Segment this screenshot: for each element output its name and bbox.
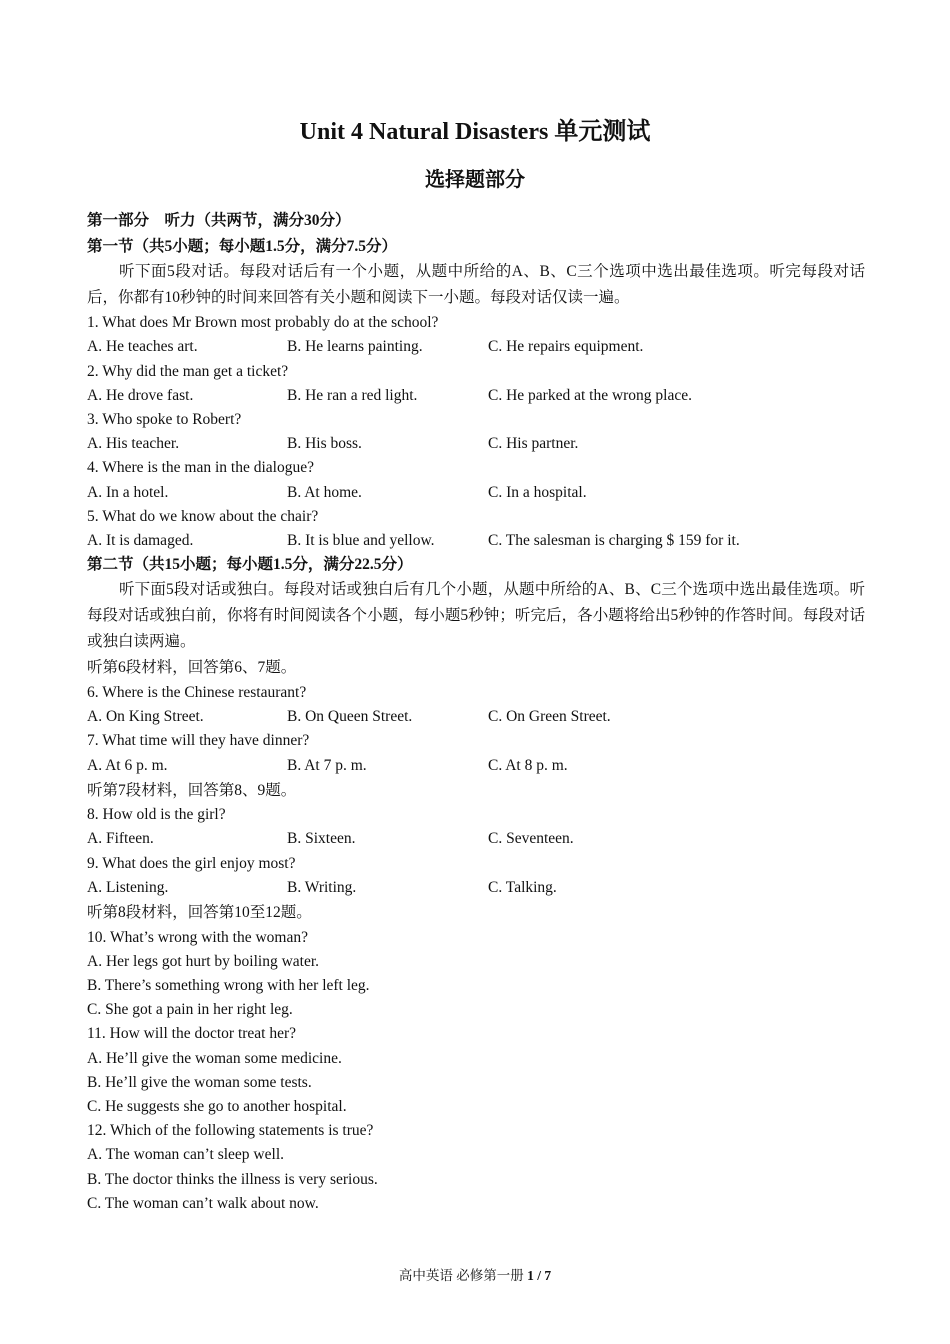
page-number: 1 / 7 (527, 1268, 552, 1283)
option-b: B. At 7 p. m. (287, 756, 367, 774)
question-block (87, 803, 865, 851)
option-a: A. It is damaged. (87, 532, 194, 550)
option-b: B. He’ll give the woman some tests. (87, 1073, 312, 1091)
question-text: 10. What’s wrong with the woman? (87, 928, 308, 946)
option-row (87, 432, 865, 456)
question-text: 2. Why did the man get a ticket? (87, 362, 289, 380)
question-block (87, 1022, 865, 1119)
question-text: 3. Who spoke to Robert? (87, 411, 242, 429)
option-row (87, 827, 865, 851)
option-row (87, 705, 865, 729)
option-c: C. Talking. (488, 878, 557, 896)
option-row (87, 335, 865, 359)
question-block (87, 311, 865, 359)
footer-label: 高中英语 必修第一册 (398, 1268, 528, 1283)
option-row (87, 529, 865, 553)
option-c: C. The salesman is charging $ 159 for it. (488, 532, 740, 550)
question-text: 11. How will the doctor treat her? (87, 1025, 297, 1043)
question-text: 6. Where is the Chinese restaurant? (87, 683, 307, 701)
option-c: C. He parked at the wrong place. (488, 386, 693, 404)
document-subtitle: 选择题部分 (425, 169, 525, 191)
option-a: A. His teacher. (87, 435, 180, 453)
option-b: B. It is blue and yellow. (287, 532, 435, 550)
option-row (87, 876, 865, 900)
section-instructions: 听下面5段对话。每段对话后有一个小题，从题中所给的A、B、C三个选项中选出最佳选项。听完每段对话后，你都有10秒钟的时间来回答有关小题和阅读下一小题。每段对话仅读一遍。 (87, 263, 865, 307)
question-block (87, 729, 865, 777)
material-note: 听第6段材料，回答第6、7题。 (87, 659, 297, 677)
question-text: 4. Where is the man in the dialogue? (87, 459, 314, 477)
option-b: B. The doctor thinks the illness is very serious. (87, 1170, 378, 1188)
question-block (87, 926, 865, 1023)
option-row (87, 754, 865, 778)
option-a: A. On King Street. (87, 708, 204, 726)
option-c: C. His partner. (488, 435, 579, 453)
option-a: A. He teaches art. (87, 338, 198, 356)
option-b: B. On Queen Street. (287, 708, 413, 726)
option-c: C. He suggests she go to another hospital. (87, 1097, 347, 1115)
material-note: 听第8段材料，回答第10至12题。 (87, 904, 312, 922)
question-block (87, 852, 865, 900)
option-c: C. She got a pain in her right leg. (87, 1001, 293, 1019)
option-c: C. Seventeen. (488, 830, 574, 848)
option-row (87, 384, 865, 408)
question-text: 5. What do we know about the chair? (87, 507, 319, 525)
option-c: C. In a hospital. (488, 483, 587, 501)
document-title: Unit 4 Natural Disasters 单元测试 (299, 119, 651, 145)
question-text: 1. What does Mr Brown most probably do at the school? (87, 314, 439, 332)
document-body (87, 207, 865, 1216)
option-b: B. Writing. (287, 878, 357, 896)
option-b: B. His boss. (287, 435, 362, 453)
part-heading: 第一部分 听力（共两节，满分30分） (87, 212, 351, 229)
question-text: 9. What does the girl enjoy most? (87, 854, 296, 872)
option-b: B. At home. (287, 483, 362, 501)
option-b: B. Sixteen. (287, 830, 356, 848)
question-text: 7. What time will they have dinner? (87, 732, 310, 750)
question-block (87, 360, 865, 408)
option-a: A. Listening. (87, 878, 169, 896)
option-a: A. Her legs got hurt by boiling water. (87, 952, 320, 970)
option-b: B. There’s something wrong with her left leg. (87, 976, 370, 994)
option-a: A. He’ll give the woman some medicine. (87, 1049, 342, 1067)
option-a: A. Fifteen. (87, 830, 154, 848)
question-block (87, 681, 865, 729)
option-c: C. On Green Street. (488, 708, 611, 726)
option-row (87, 481, 865, 505)
option-b: B. He learns painting. (287, 338, 423, 356)
option-a: A. At 6 p. m. (87, 756, 168, 774)
option-c: C. He repairs equipment. (488, 338, 644, 356)
option-a: A. He drove fast. (87, 386, 194, 404)
page-footer (0, 1266, 950, 1286)
option-a: A. In a hotel. (87, 483, 169, 501)
question-text: 8. How old is the girl? (87, 806, 226, 824)
question-block (87, 408, 865, 456)
option-c: C. The woman can’t walk about now. (87, 1194, 319, 1212)
section-heading: 第一节（共5小题；每小题1.5分，满分7.5分） (87, 238, 398, 255)
material-note: 听第7段材料，回答第8、9题。 (87, 781, 297, 799)
question-text: 12. Which of the following statements is true? (87, 1122, 374, 1140)
section-heading: 第二节（共15小题；每小题1.5分，满分22.5分） (87, 556, 413, 574)
option-a: A. The woman can’t sleep well. (87, 1146, 284, 1164)
question-block (87, 456, 865, 504)
option-b: B. He ran a red light. (287, 386, 418, 404)
question-block (87, 1119, 865, 1216)
option-c: C. At 8 p. m. (488, 756, 568, 774)
question-block (87, 505, 865, 553)
section-instructions: 听下面5段对话或独白。每段对话或独白后有几个小题，从题中所给的A、B、C三个选项中选出最佳选项。听每段对话或独白前，你将有时间阅读各个小题，每小题5秒钟；听完后，各小题将给出5秒钟的作答时间。每段对话或独白读两遍。 (87, 581, 865, 651)
